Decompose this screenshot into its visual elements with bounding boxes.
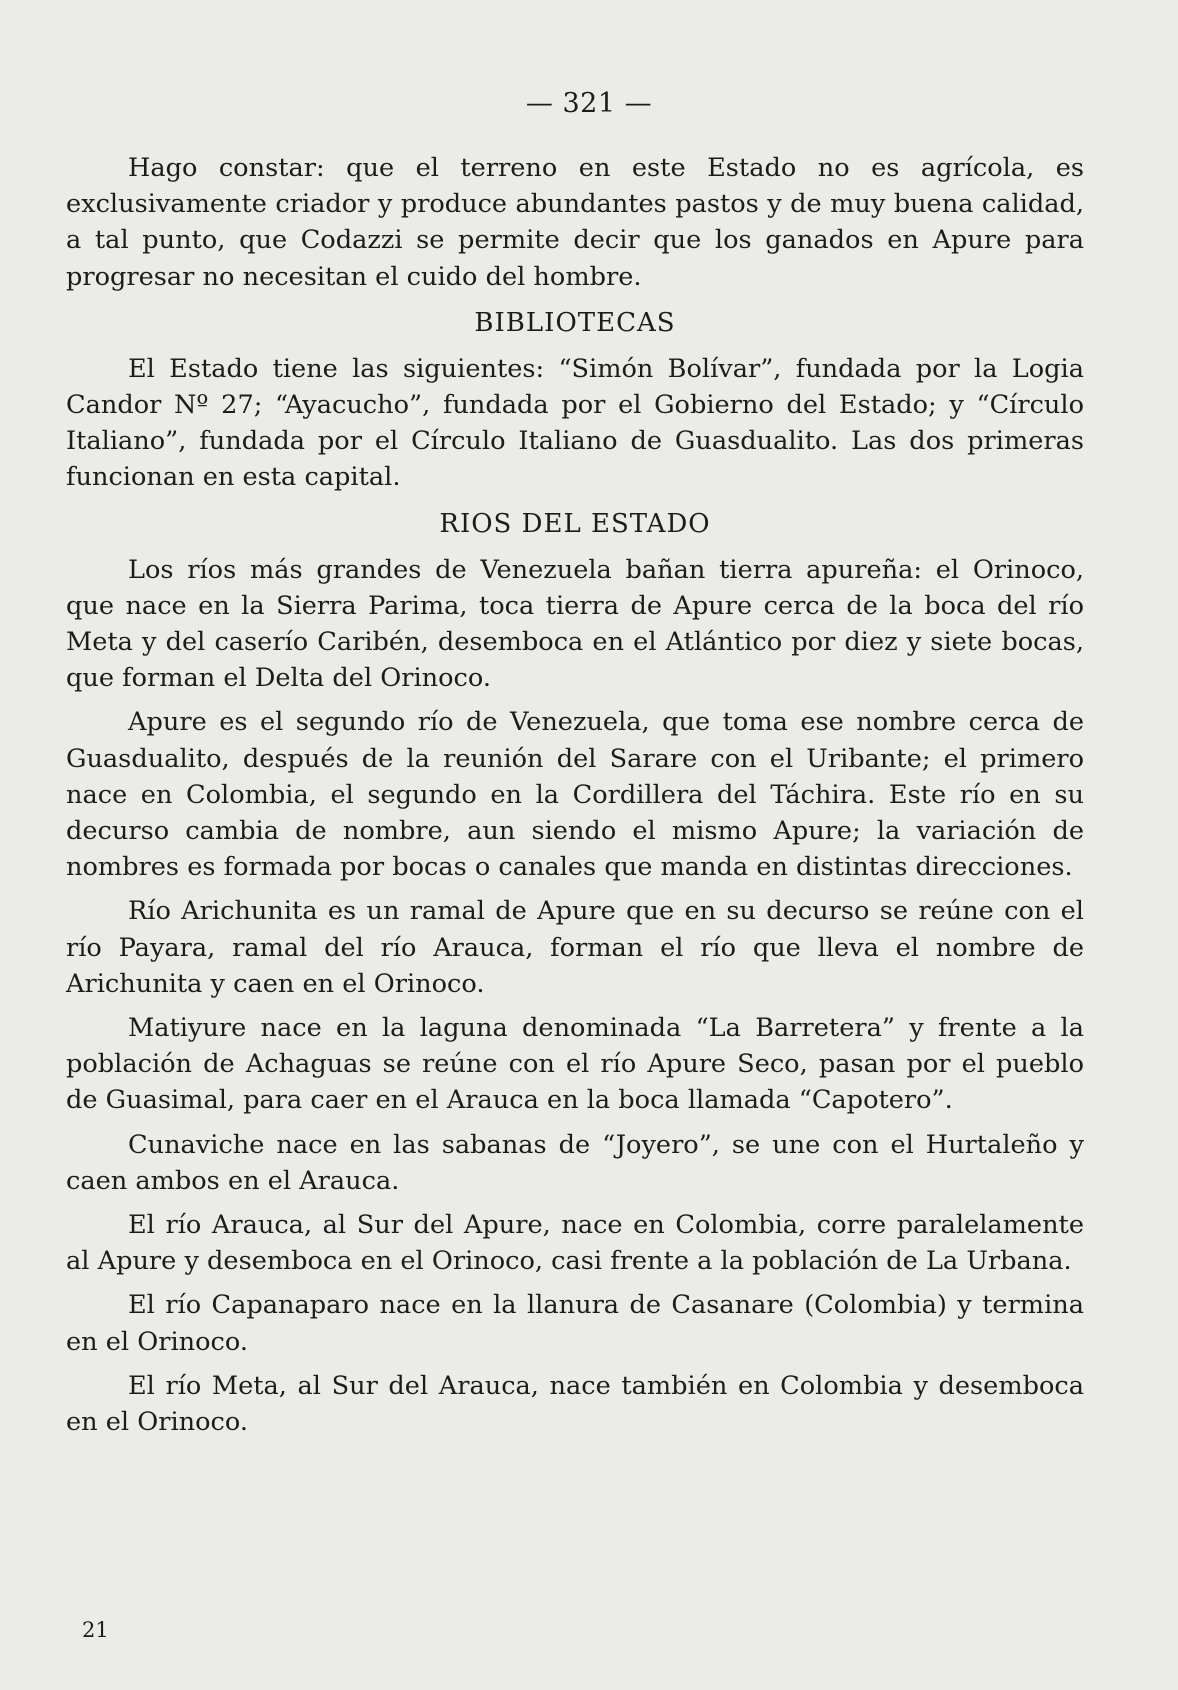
rios-paragraph-orinoco: Los ríos más grandes de Venezuela bañan tierra apureña: el Orinoco, que nace en la Sierra Parima, toca tierra de Apure cerca de la boca del río Meta y del caserío Caribén, desemboca en el Atlántico por diez y siete bocas, que forman el Delta del Orinoco. [66, 554, 1084, 694]
heading-bibliotecas: BIBLIOTECAS [474, 307, 676, 338]
bibliotecas-paragraph: El Estado tiene las siguientes: “Simón Bolívar”, fundada por la Logia Candor Nº 27; “Ayacucho”, fundada por el Gobierno del Estado; y “Círculo Italiano”, fundada por el Círculo Italiano de Guasdualito. Las dos primeras funcionan en esta capital. [66, 353, 1084, 493]
page-content [66, 150, 1084, 1448]
intro-paragraph: Hago constar: que el terreno en este Estado no es agrícola, es exclusivamente criador y produce abundantes pastos y de muy buena calidad, a tal punto, que Codazzi se permite decir que los ganados en Apure para progresar no necesitan el cuido del hombre. [66, 153, 1084, 292]
rios-paragraph-arichunita: Río Arichunita es un ramal de Apure que en su decurso se reúne con el río Payara, ramal del río Arauca, forman el río que lleva el nombre de Arichunita y caen en el Orinoco. [66, 896, 1084, 999]
rios-paragraph-matiyure: Matiyure nace en la laguna denominada “La Barretera” y frente a la población de Achaguas se reúne con el río Apure Seco, pasan por el pueblo de Guasimal, para caer en el Arauca en la boca llamada “Capotero”. [66, 1013, 1084, 1116]
rios-paragraph-cunaviche: Cunaviche nace en las sabanas de “Joyero”, se une con el Hurtaleño y caen ambos en el Arauca. [66, 1129, 1084, 1196]
rios-paragraph-arauca: El río Arauca, al Sur del Apure, nace en Colombia, corre paralelamente al Apure y desemboca en el Orinoco, casi frente a la población de La Urbana. [66, 1210, 1084, 1277]
heading-rios-del-estado: RIOS DEL ESTADO [439, 508, 711, 539]
page-number: — 321 — [525, 88, 653, 119]
rios-paragraph-meta: El río Meta, al Sur del Arauca, nace también en Colombia y desemboca en el Orinoco. [66, 1370, 1084, 1438]
signature-mark: 21 [82, 1618, 109, 1642]
rios-paragraph-capanaparo: El río Capanaparo nace en la llanura de Casanare (Colombia) y termina en el Orinoco. [66, 1290, 1084, 1357]
rios-paragraph-apure: Apure es el segundo río de Venezuela, que toma ese nombre cerca de Guasdualito, después de la reunión del Sarare con el Uribante; el primero nace en Colombia, el segundo en la Cordillera del Táchira. Este río en su decurso cambia de nombre, aun siendo el mismo Apure; la variación de nombres es formada por bocas o canales que manda en distintas direcciones. [66, 707, 1084, 883]
